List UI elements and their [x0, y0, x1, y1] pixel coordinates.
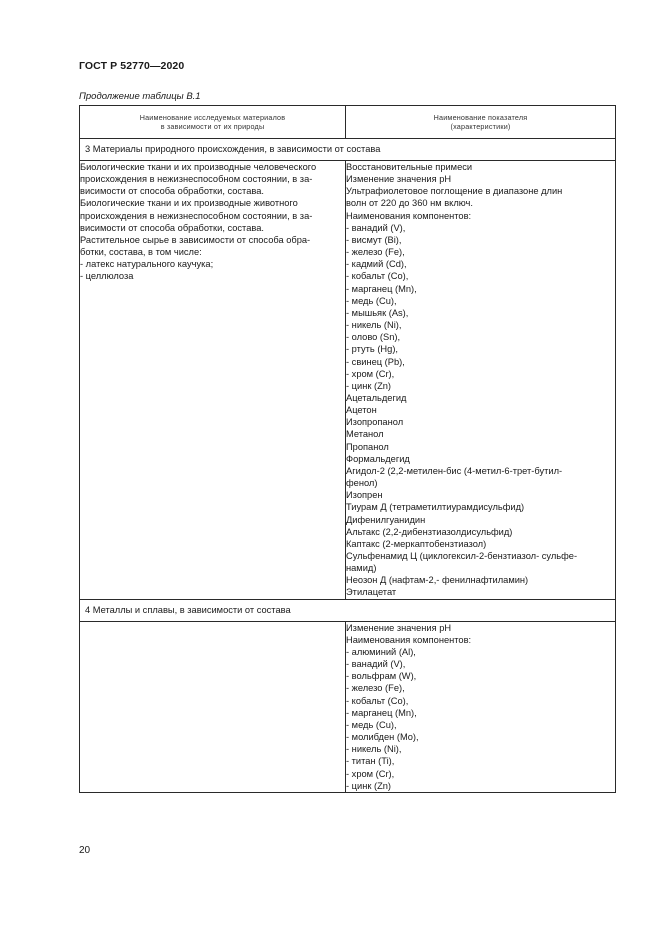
indicator-line: Сульфенамид Ц (циклогексил-2-бензтиазол- сульфе-: [346, 551, 578, 561]
indicator-line: Каптакс (2-меркаптобензтиазол): [346, 538, 487, 549]
material-line: ботки, состава, в том числе:: [80, 247, 202, 258]
indicator-line: - никель (Ni),: [346, 320, 402, 331]
section-title: 4 Металлы и сплавы, в зависимости от состава: [80, 599, 616, 621]
indicator-line: Ультрафиолетовое поглощение в диапазоне длин: [346, 186, 563, 197]
column-header-line: в зависимости от их природы: [160, 122, 265, 131]
indicator-line: Изопрен: [346, 490, 383, 501]
indicator-line: - висмут (Bi),: [346, 234, 402, 245]
document-header: ГОСТ Р 52770—2020: [79, 60, 185, 72]
indicator-line: - железо (Fe),: [346, 247, 405, 258]
materials-cell: [80, 161, 346, 600]
page-number: 20: [79, 845, 91, 856]
indicator-line: - железо (Fe),: [346, 683, 405, 694]
indicator-line: - титан (Ti),: [346, 756, 395, 767]
indicator-line: - вольфрам (W),: [346, 671, 417, 682]
indicator-line: - молибден (Mo),: [346, 732, 419, 743]
indicator-line: - цинк (Zn): [346, 380, 392, 391]
indicator-line: Наименования компонентов:: [346, 210, 472, 221]
indicator-line: - марганец (Mn),: [346, 283, 417, 294]
indicator-line: - алюминий (Al),: [346, 646, 416, 657]
indicators-cell: [346, 621, 616, 792]
indicator-line: намид): [346, 563, 377, 574]
indicator-line: - хром (Cr),: [346, 368, 395, 379]
indicator-line: - никель (Ni),: [346, 744, 402, 755]
indicator-line: - ванадий (V),: [346, 222, 406, 233]
indicator-line: Метанол: [346, 429, 384, 440]
table-header-row: [80, 106, 616, 139]
material-line: висимости от способа обработки, состава.: [80, 222, 264, 233]
indicator-line: - свинец (Pb),: [346, 356, 405, 367]
indicator-line: - мышьяк (As),: [346, 307, 409, 318]
material-line: Биологические ткани и их производные человеческого: [80, 162, 317, 172]
material-line: происхождения в нежизнеспособном состоянии, в за-: [80, 210, 313, 221]
indicator-line: - цинк (Zn): [346, 780, 392, 791]
indicator-line: Изопропанол: [346, 417, 404, 428]
indicator-line: - ванадий (V),: [346, 659, 406, 670]
indicator-line: - кобальт (Co),: [346, 271, 409, 282]
indicator-line: Изменение значения pH: [346, 174, 452, 185]
section-title-row: [80, 599, 616, 621]
section-content-row: [80, 621, 616, 792]
column-header-line: (характеристики): [450, 122, 511, 131]
column-header-line: Наименование исследуемых материалов: [139, 112, 286, 122]
section-title: 3 Материалы природного происхождения, в зависимости от состава: [80, 139, 616, 161]
indicator-line: Альтакс (2,2-дибензтиазолдисульфид): [346, 526, 513, 537]
indicator-line: - хром (Cr),: [346, 768, 395, 779]
column-header-indicator: [346, 106, 616, 139]
indicator-line: - олово (Sn),: [346, 332, 401, 343]
material-line: происхождения в нежизнеспособном состоянии, в за-: [80, 174, 313, 185]
indicator-line: Изменение значения pH: [346, 622, 452, 633]
materials-table: [79, 105, 616, 793]
indicator-line: Наименования компонентов:: [346, 634, 472, 645]
indicator-line: фенол): [346, 478, 378, 489]
section-content-row: [80, 161, 616, 600]
indicator-line: Ацетальдегид: [346, 392, 407, 403]
material-line: висимости от способа обработки, состава.: [80, 186, 264, 197]
indicator-line: Восстановительные примеси: [346, 162, 473, 172]
section-title-row: [80, 139, 616, 161]
indicator-line: волн от 220 до 360 нм включ.: [346, 198, 473, 209]
indicator-line: - ртуть (Hg),: [346, 344, 398, 355]
indicator-line: - кадмий (Cd),: [346, 259, 407, 270]
column-header-line: Наименование показателя: [433, 112, 528, 122]
indicator-line: Агидол-2 (2,2-метилен-бис (4-метил-6-трет-бутил-: [346, 465, 563, 476]
indicator-line: Дифенилгуанидин: [346, 514, 426, 525]
material-line: - латекс натурального каучука;: [80, 259, 214, 270]
indicator-line: Тиурам Д (тетраметилтиурамдисульфид): [346, 502, 525, 513]
indicator-line: Этилацетат: [346, 587, 397, 598]
indicators-cell: [346, 161, 616, 600]
column-header-materials: [80, 106, 346, 139]
indicator-line: Неозон Д (нафтам-2,- фенилнафтиламин): [346, 575, 529, 586]
materials-cell: [80, 621, 346, 792]
indicator-line: - марганец (Mn),: [346, 707, 417, 718]
indicator-line: - медь (Cu),: [346, 295, 397, 306]
material-line: Растительное сырье в зависимости от способа обра-: [80, 234, 311, 245]
indicator-line: - медь (Cu),: [346, 719, 397, 730]
indicator-line: Ацетон: [346, 405, 377, 416]
table-caption: Продолжение таблицы В.1: [79, 91, 201, 102]
material-line: - целлюлоза: [80, 271, 134, 282]
indicator-line: - кобальт (Co),: [346, 695, 409, 706]
indicator-line: Формальдегид: [346, 453, 410, 464]
material-line: Биологические ткани и их производные животного: [80, 198, 298, 209]
indicator-line: Пропанол: [346, 441, 389, 452]
